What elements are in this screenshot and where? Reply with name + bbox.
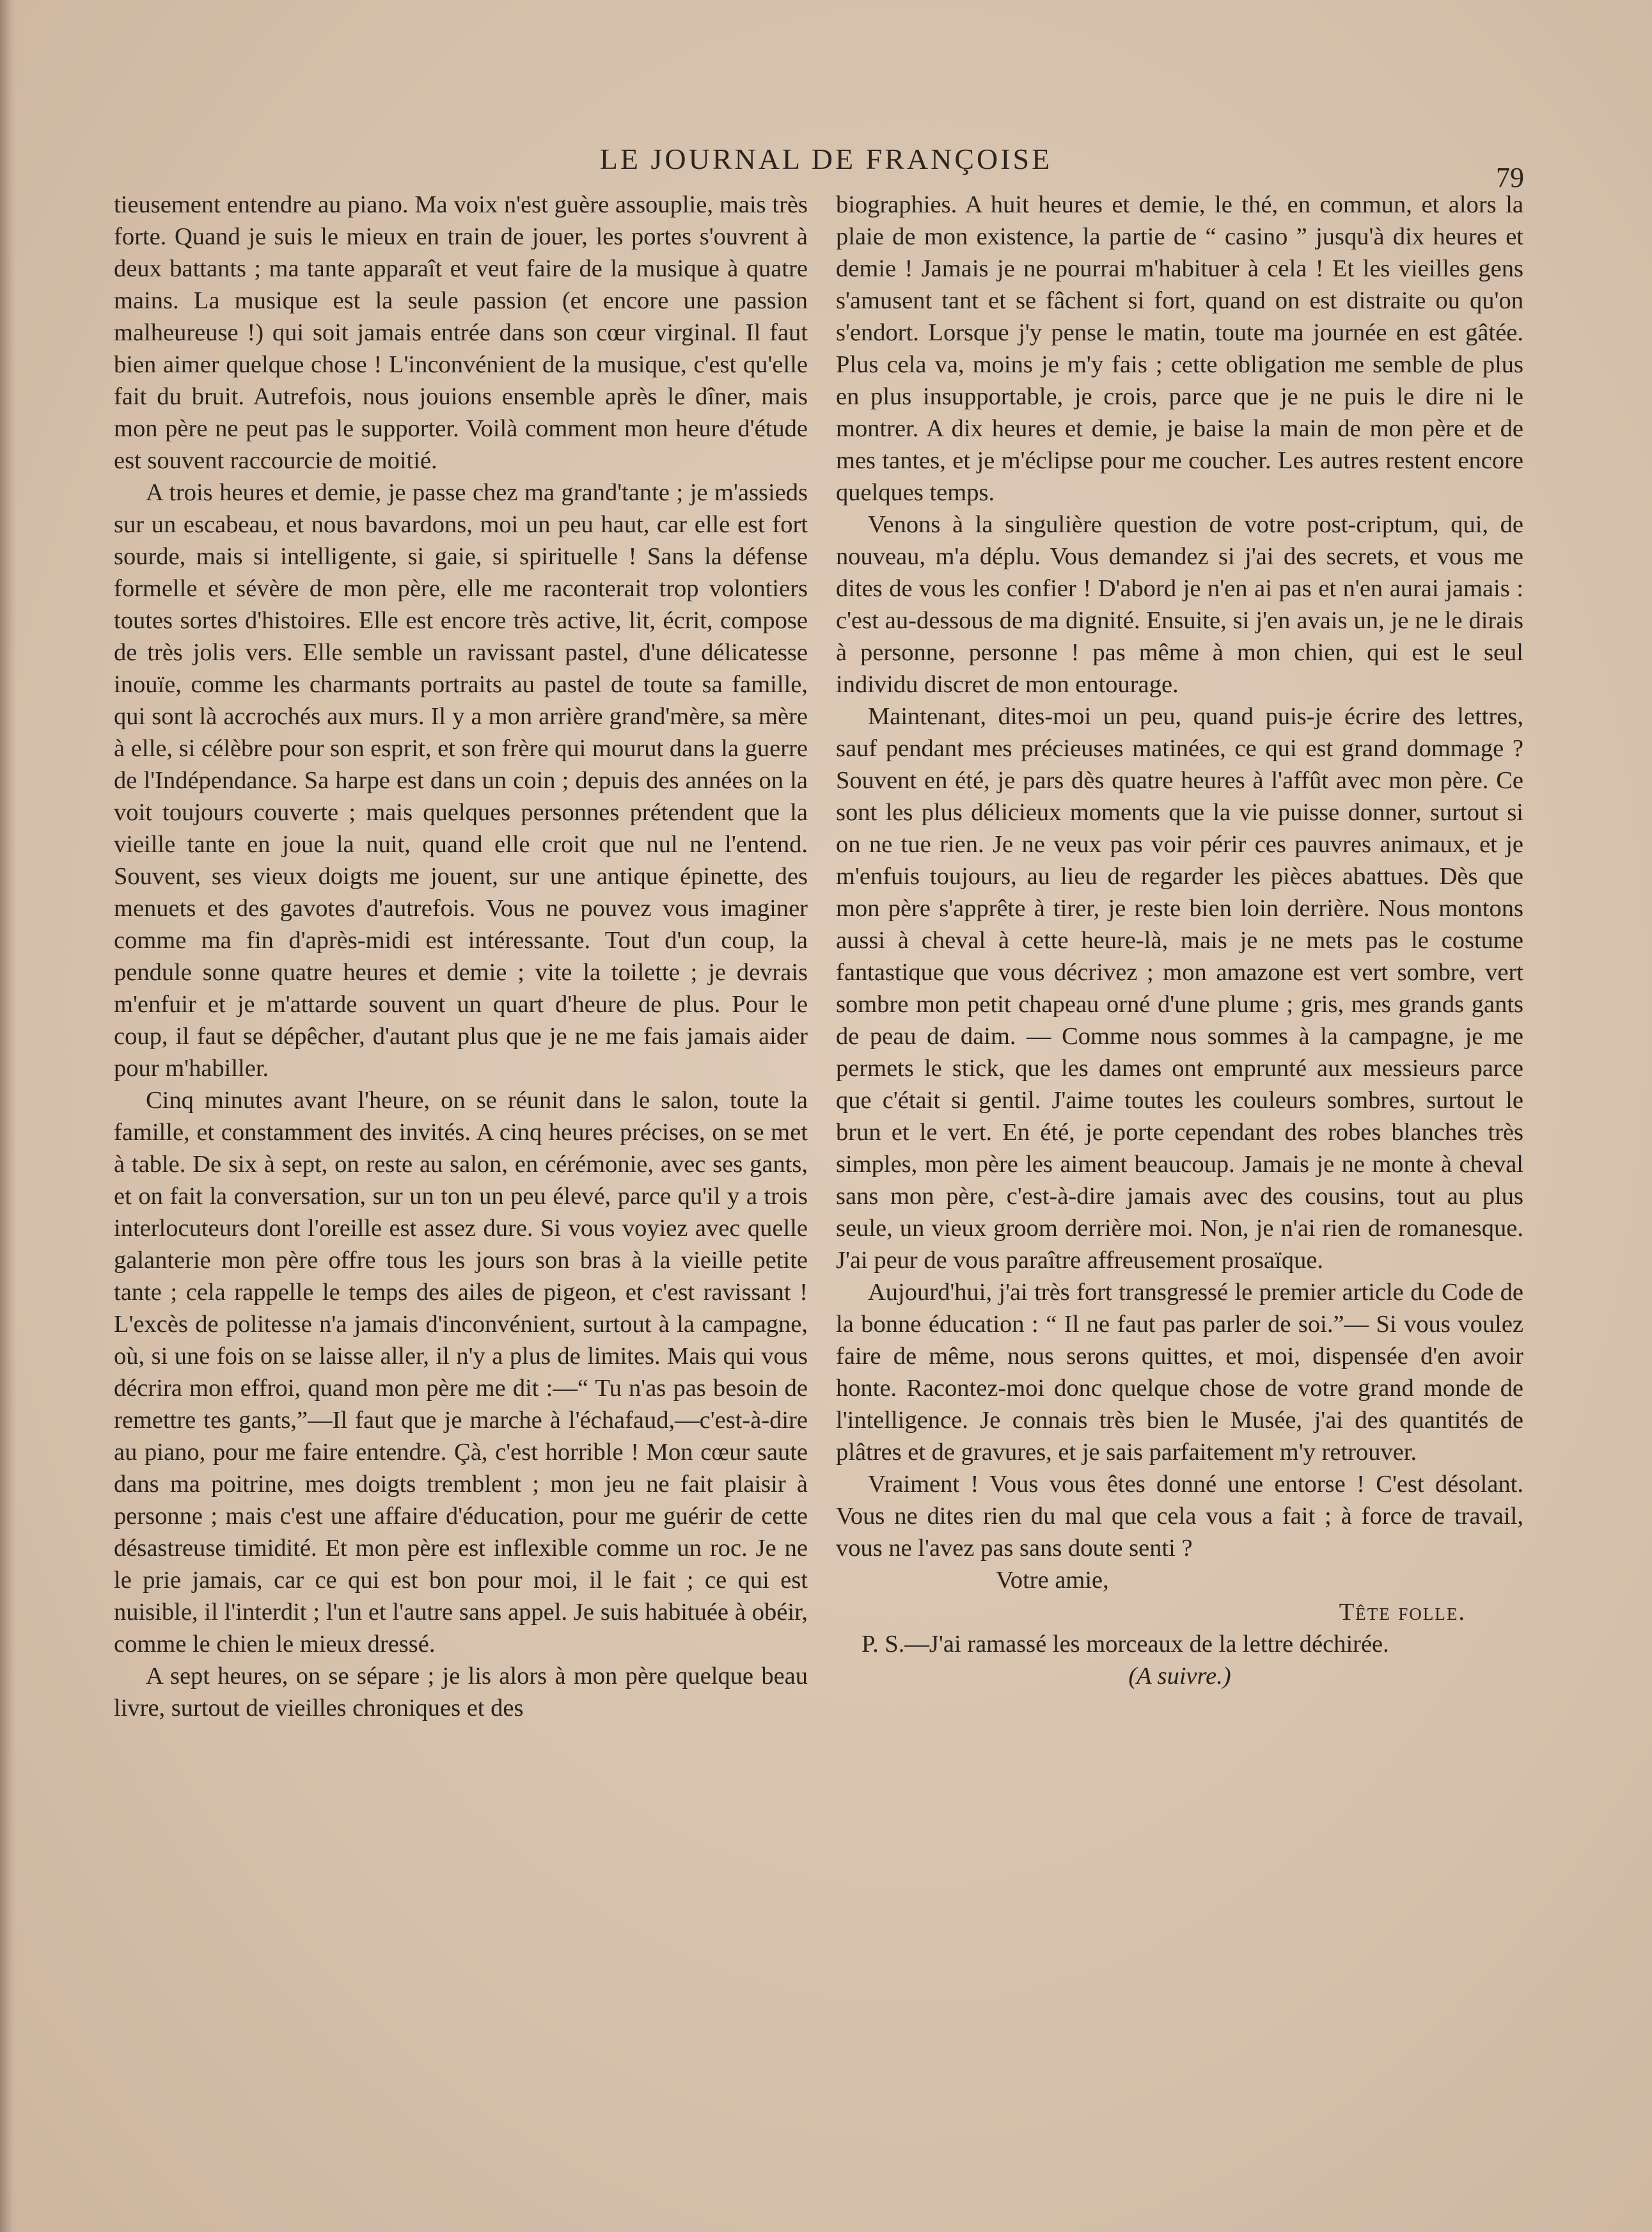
paragraph: Cinq minutes avant l'heure, on se réunit dans le salon, toute la famille, et constamment des invités. A cinq heures précises, on se met à table. De six à sept, on reste au salon, en cérémonie, avec ses gants, et on fait la conversation, sur un ton un peu élevé, parce qu'il y a trois interlocuteurs dont l'oreille est assez dure. Si vous voyiez avec quelle galanterie mon père offre tous les jours son bras à la vieille petite tante ; cela rappelle le temps des ailes de pigeon, et c'est ravissant ! L'excès de politesse n'a jamais d'inconvénient, surtout à la campagne, où, si une fois on se laisse aller, il n'y a plus de limites. Mais qui vous décrira mon effroi, quand mon père me dit :—“ Tu n'as pas besoin de remettre tes gants,”—Il faut que je marche à l'échafaud,—c'est-à-dire au piano, pour me faire entendre. Çà, c'est horrible ! Mon cœur saute dans ma poitrine, mes doigts tremblent ; mon jeu ne fait plaisir à personne ; mais c'est une affaire d'éducation, pour me guérir de cette désastreuse timidité. Et mon père est inflexible comme un roc. Je ne le prie jamais, car ce qui est bon pour moi, il le fait ; ce qui est nuisible, il l'interdit ; l'un et l'autre sans appel. Je suis habituée à obéir, comme le chien le mieux dressé. xyxy=(114,1087,808,1658)
paragraph: Aujourd'hui, j'ai très fort transgressé le premier article du Code de la bonne éducation : “ Il ne faut pas parler de soi.”— Si vous voulez faire de même, nous serons quittes, et moi, dispensée d'en avoir honte. Racontez-moi donc quelque chose de votre grand monde de l'intelligence. Je connais très bien le Musée, j'ai des quantités de plâtres et de gravures, et je sais parfaitement m'y retrouver. xyxy=(836,1279,1523,1466)
paragraph: Maintenant, dites-moi un peu, quand puis-je écrire des lettres, sauf pendant mes précieuses matinées, ce qui est grand dommage ? Souvent en été, je pars dès quatre heures à l'affût avec mon père. Ce sont les plus délicieux moments que la vie puisse donner, surtout si on ne tue rien. Je ne veux pas voir périr ces pauvres animaux, et je m'enfuis toujours, au lieu de regarder les pièces abattues. Dès que mon père s'apprête à tirer, je reste bien loin derrière. Nous montons aussi à cheval à cette heure-là, mais je ne mets pas le costume fantastique que vous décrivez ; mon amazone est vert sombre, vert sombre mon petit chapeau orné d'une plume ; gris, mes grands gants de peau de daim. — Comme nous sommes à la campagne, je me permets le stick, que les dames ont emprunté aux messieurs parce que c'était si gentil. J'aime toutes les couleurs sombres, surtout le brun et le vert. En été, je porte cependant des robes blanches très simples, mon père les aiment beaucoup. Jamais je ne monte à cheval sans mon père, c'est-à-dire jamais avec des cousins, tout au plus seule, un vieux groom derrière moi. Non, je n'ai rien de romanesque. J'ai peur de vous paraître affreusement prosaïque. xyxy=(836,703,1523,1274)
paragraph: A sept heures, on se sépare ; je lis alors à mon père quelque beau livre, surtout de vieilles chroniques et des xyxy=(114,1663,808,1721)
paragraph: A trois heures et demie, je passe chez ma grand'tante ; je m'assieds sur un escabeau, et nous bavardons, moi un peu haut, car elle est fort sourde, mais si intelligente, si gaie, si spirituelle ! Sans la défense formelle et sévère de mon père, elle me raconterait trop volontiers toutes sortes d'histoires. Elle est encore très active, lit, écrit, compose de très jolis vers. Elle semble un ravissant pastel, d'une délicatesse inouïe, comme les charmants portraits au pastel de toute sa famille, qui sont là accrochés aux murs. Il y a mon arrière grand'mère, sa mère à elle, si célèbre pour son esprit, et son frère qui mourut dans la guerre de l'Indépendance. Sa harpe est dans un coin ; depuis des années on la voit toujours couverte ; mais quelques personnes prétendent que la vieille tante en joue la nuit, quand elle croit que nul ne l'entend. Souvent, ses vieux doigts me jouent, sur une antique épinette, des menuets et des gavotes d'autrefois. Vous ne pouvez vous imaginer comme ma fin d'après-midi est intéressante. Tout d'un coup, la pendule sonne quatre heures et demie ; vite la toilette ; je devrais m'enfuir et je m'attarde souvent un quart d'heure de plus. Pour le coup, il faut se dépêcher, d'autant plus que je ne me fais jamais aider pour m'habiller. xyxy=(114,479,808,1082)
right-column xyxy=(836,189,1523,1692)
journal-title: LE JOURNAL DE FRANÇOISE xyxy=(599,143,1053,175)
to-be-continued: (A suivre.) xyxy=(1128,1663,1231,1690)
paragraph: Vraiment ! Vous vous êtes donné une entorse ! C'est désolant. Vous ne dites rien du mal que cela vous a fait ; à force de travail, vous ne l'avez pas sans doute senti ? xyxy=(836,1471,1523,1562)
page-number: 79 xyxy=(1496,162,1524,193)
postscript: P. S.—J'ai ramassé les morceaux de la lettre déchirée. xyxy=(861,1631,1389,1658)
left-column xyxy=(114,189,808,1724)
paragraph: tieusement entendre au piano. Ma voix n'est guère assouplie, mais très forte. Quand je suis le mieux en train de jouer, les portes s'ouvrent à deux battants ; ma tante apparaît et veut faire de la musique à quatre mains. La musique est la seule passion (et encore une passion malheureuse !) qui soit jamais entrée dans son cœur virginal. Il faut bien aimer quelque chose ! L'inconvénient de la musique, c'est qu'elle fait du bruit. Autrefois, nous jouions ensemble après le dîner, mais mon père ne peut pas le supporter. Voilà comment mon heure d'étude est souvent raccourcie de moitié. xyxy=(114,191,808,474)
letter-salutation: Votre amie, xyxy=(996,1567,1109,1594)
binding-edge xyxy=(0,0,17,2232)
running-header xyxy=(0,142,1652,193)
paragraph: biographies. A huit heures et demie, le thé, en commun, et alors la plaie de mon existence, la partie de “ casino ” jusqu'à dix heures et demie ! Jamais je ne pourrai m'habituer à cela ! Et les vieilles gens s'amusent tant et se fâchent si fort, quand on est distraite ou qu'on s'endort. Lorsque j'y pense le matin, toute ma journée en est gâtée. Plus cela va, moins je m'y fais ; cette obligation me semble de plus en plus insupportable, je crois, parce que je ne puis le dire ni le montrer. A dix heures et demie, je baise la main de mon père et de mes tantes, et je m'éclipse pour me coucher. Les autres restent encore quelques temps. xyxy=(836,191,1523,506)
paragraph: Venons à la singulière question de votre post-criptum, qui, de nouveau, m'a déplu. Vous demandez si j'ai des secrets, et vous me dites de vous les confier ! D'abord je n'en ai pas et n'en aurai jamais : c'est au-dessous de ma dignité. Ensuite, si j'en avais un, je ne le dirais à personne, personne ! pas même à mon chien, qui est le seul individu discret de mon entourage. xyxy=(836,511,1523,698)
letter-signature: Tête folle. xyxy=(1339,1599,1466,1626)
